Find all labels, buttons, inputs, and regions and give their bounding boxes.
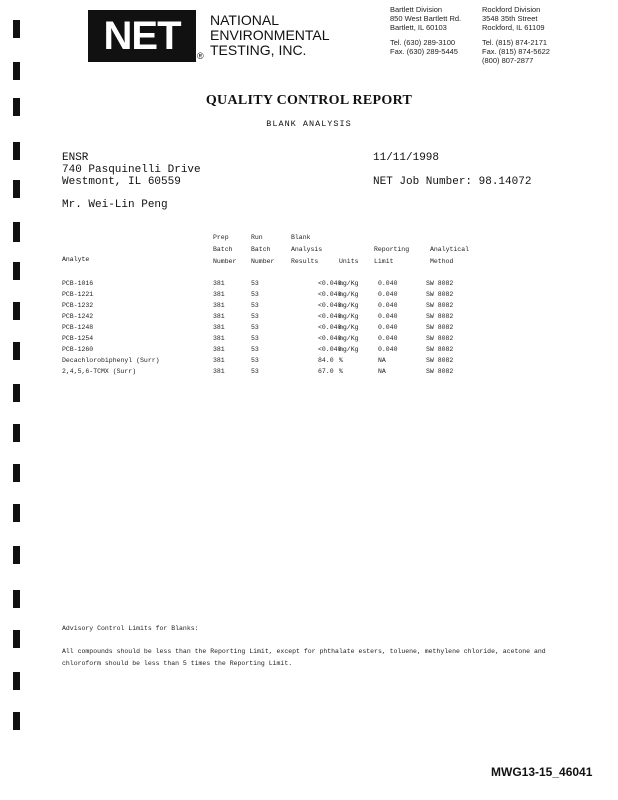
edge-mark xyxy=(13,342,20,360)
fax-line: Fax. (630) 289-5445 xyxy=(390,47,458,56)
header-line: Results xyxy=(291,258,319,265)
cell-method: SW 8082 xyxy=(426,346,454,353)
edge-mark xyxy=(13,630,20,648)
col-header-analytical-method xyxy=(430,232,469,268)
cell-blank-result: 67.0 xyxy=(318,368,334,375)
logo-text: NET xyxy=(103,13,181,58)
cell-reporting-limit: 0.040 xyxy=(378,302,398,309)
client-street: 740 Pasquinelli Drive xyxy=(62,164,201,176)
job-number: NET Job Number: 98.14072 xyxy=(373,176,532,188)
report-subtitle: BLANK ANALYSIS xyxy=(266,119,352,129)
header-line xyxy=(339,244,359,256)
company-line: TESTING, INC. xyxy=(210,42,307,58)
cell-analyte: PCB-1254 xyxy=(62,335,94,342)
table-row xyxy=(62,302,482,312)
header-line: Reporting xyxy=(374,246,410,253)
edge-mark xyxy=(13,222,20,242)
cell-units: mg/Kg xyxy=(339,324,359,331)
col-header-analyte: Analyte xyxy=(62,256,90,263)
cell-units: mg/Kg xyxy=(339,335,359,342)
col-header-reporting-limit xyxy=(374,232,409,268)
header-line: Method xyxy=(430,258,454,265)
edge-mark xyxy=(13,302,20,320)
edge-mark xyxy=(13,62,20,80)
client-attention: Mr. Wei-Lin Peng xyxy=(62,199,168,211)
cell-analyte: 2,4,5,6-TCMX (Surr) xyxy=(62,368,137,375)
cell-run-batch: 53 xyxy=(251,346,259,353)
table-row xyxy=(62,357,482,367)
header-line: Analytical xyxy=(430,246,470,253)
cell-prep-batch: 381 xyxy=(213,357,225,364)
table-row xyxy=(62,324,482,334)
cell-reporting-limit: 0.040 xyxy=(378,346,398,353)
address-line: Bartlett, IL 60103 xyxy=(390,23,447,32)
cell-run-batch: 53 xyxy=(251,313,259,320)
cell-units: mg/Kg xyxy=(339,280,359,287)
footnote-title: Advisory Control Limits for Blanks: xyxy=(62,625,199,632)
header-line: Batch xyxy=(251,246,271,253)
cell-reporting-limit: 0.040 xyxy=(378,313,398,320)
table-row xyxy=(62,346,482,356)
header-line: Analysis xyxy=(291,246,323,253)
cell-units: mg/Kg xyxy=(339,302,359,309)
edge-mark xyxy=(13,672,20,690)
header-line xyxy=(339,232,359,244)
cell-run-batch: 53 xyxy=(251,324,259,331)
cell-run-batch: 53 xyxy=(251,302,259,309)
cell-run-batch: 53 xyxy=(251,291,259,298)
cell-blank-result: <0.040 xyxy=(318,291,342,298)
edge-mark xyxy=(13,20,20,38)
edge-mark xyxy=(13,142,20,160)
table-row xyxy=(62,280,482,290)
cell-method: SW 8082 xyxy=(426,335,454,342)
registered-mark: ® xyxy=(197,51,204,61)
cell-analyte: PCB-1242 xyxy=(62,313,94,320)
cell-reporting-limit: NA xyxy=(378,357,386,364)
cell-prep-batch: 381 xyxy=(213,335,225,342)
cell-method: SW 8082 xyxy=(426,368,454,375)
client-address xyxy=(62,152,201,188)
net-logo xyxy=(88,10,196,62)
cell-prep-batch: 381 xyxy=(213,280,225,287)
cell-units: mg/Kg xyxy=(339,313,359,320)
cell-units: mg/Kg xyxy=(339,291,359,298)
cell-prep-batch: 381 xyxy=(213,313,225,320)
cell-analyte: PCB-1016 xyxy=(62,280,94,287)
header-line: Number xyxy=(213,258,237,265)
cell-method: SW 8082 xyxy=(426,291,454,298)
edge-mark xyxy=(13,424,20,442)
fax-line: Fax. (815) 874-5622 xyxy=(482,47,550,56)
address-line: Rockford Division xyxy=(482,5,541,14)
document-id: MWG13-15_46041 xyxy=(491,765,593,779)
header-line: Blank xyxy=(291,234,311,241)
cell-method: SW 8082 xyxy=(426,302,454,309)
col-header-run-batch xyxy=(251,232,274,268)
cell-method: SW 8082 xyxy=(426,324,454,331)
header-line xyxy=(430,232,469,244)
cell-run-batch: 53 xyxy=(251,280,259,287)
header-line: Run xyxy=(251,234,263,241)
phone-line: Tel. (815) 874-2171 xyxy=(482,38,548,47)
cell-units: % xyxy=(339,368,343,375)
cell-analyte: PCB-1260 xyxy=(62,346,94,353)
cell-run-batch: 53 xyxy=(251,357,259,364)
col-header-units xyxy=(339,232,359,268)
rockford-division-address xyxy=(482,5,550,65)
cell-analyte: PCB-1221 xyxy=(62,291,94,298)
cell-reporting-limit: 0.040 xyxy=(378,280,398,287)
report-date: 11/11/1998 xyxy=(373,152,440,164)
cell-blank-result: <0.040 xyxy=(318,346,342,353)
company-line: ENVIRONMENTAL xyxy=(210,27,330,43)
header-line: Units xyxy=(339,258,359,265)
cell-run-batch: 53 xyxy=(251,368,259,375)
edge-mark xyxy=(13,590,20,608)
client-name: ENSR xyxy=(62,152,89,164)
edge-mark xyxy=(13,712,20,730)
footnote-text: All compounds should be less than the Reporting Limit, except for phthalate esters, toluene, methylene chloride, acetone and chloroform should be less than 5 times the Reporting Limit. xyxy=(62,648,546,667)
cell-prep-batch: 381 xyxy=(213,368,225,375)
table-row xyxy=(62,291,482,301)
cell-prep-batch: 381 xyxy=(213,346,225,353)
header-line: Limit xyxy=(374,258,394,265)
address-line: 850 West Bartlett Rd. xyxy=(390,14,462,23)
cell-method: SW 8082 xyxy=(426,313,454,320)
cell-blank-result: <0.040 xyxy=(318,313,342,320)
cell-blank-result: <0.040 xyxy=(318,335,342,342)
phone-line: Tel. (630) 289-3100 xyxy=(390,38,456,47)
edge-mark xyxy=(13,262,20,280)
header-line: Number xyxy=(251,258,275,265)
cell-prep-batch: 381 xyxy=(213,291,225,298)
cell-prep-batch: 381 xyxy=(213,302,225,309)
table-row xyxy=(62,335,482,345)
address-line: 3548 35th Street xyxy=(482,14,538,23)
cell-method: SW 8082 xyxy=(426,280,454,287)
company-name xyxy=(210,13,330,58)
cell-blank-result: 84.0 xyxy=(318,357,334,364)
tollfree-line: (800) 807-2877 xyxy=(482,56,534,65)
cell-units: mg/Kg xyxy=(339,346,359,353)
col-header-prep-batch xyxy=(213,232,236,268)
bartlett-division-address xyxy=(390,5,461,56)
edge-mark xyxy=(13,546,20,564)
report-title: QUALITY CONTROL REPORT xyxy=(205,93,413,108)
header-line xyxy=(374,232,409,244)
cell-units: % xyxy=(339,357,343,364)
header-line: Prep xyxy=(213,234,229,241)
table-row xyxy=(62,368,482,378)
cell-method: SW 8082 xyxy=(426,357,454,364)
edge-mark xyxy=(13,180,20,198)
header-line: Batch xyxy=(213,246,233,253)
cell-reporting-limit: NA xyxy=(378,368,386,375)
address-line: Rockford, IL 61109 xyxy=(482,23,545,32)
cell-analyte: PCB-1248 xyxy=(62,324,94,331)
cell-reporting-limit: 0.040 xyxy=(378,291,398,298)
client-city: Westmont, IL 60559 xyxy=(62,176,181,188)
cell-blank-result: <0.040 xyxy=(318,280,342,287)
col-header-blank-results xyxy=(291,232,322,268)
cell-prep-batch: 381 xyxy=(213,324,225,331)
cell-blank-result: <0.040 xyxy=(318,302,342,309)
cell-analyte: Decachlorobiphenyl (Surr) xyxy=(62,357,160,364)
cell-reporting-limit: 0.040 xyxy=(378,324,398,331)
cell-analyte: PCB-1232 xyxy=(62,302,94,309)
company-line: NATIONAL xyxy=(210,12,279,28)
address-line: Bartlett Division xyxy=(390,5,443,14)
edge-mark xyxy=(13,464,20,482)
table-row xyxy=(62,313,482,323)
cell-reporting-limit: 0.040 xyxy=(378,335,398,342)
edge-mark xyxy=(13,384,20,402)
cell-blank-result: <0.040 xyxy=(318,324,342,331)
cell-run-batch: 53 xyxy=(251,335,259,342)
edge-mark xyxy=(13,504,20,522)
